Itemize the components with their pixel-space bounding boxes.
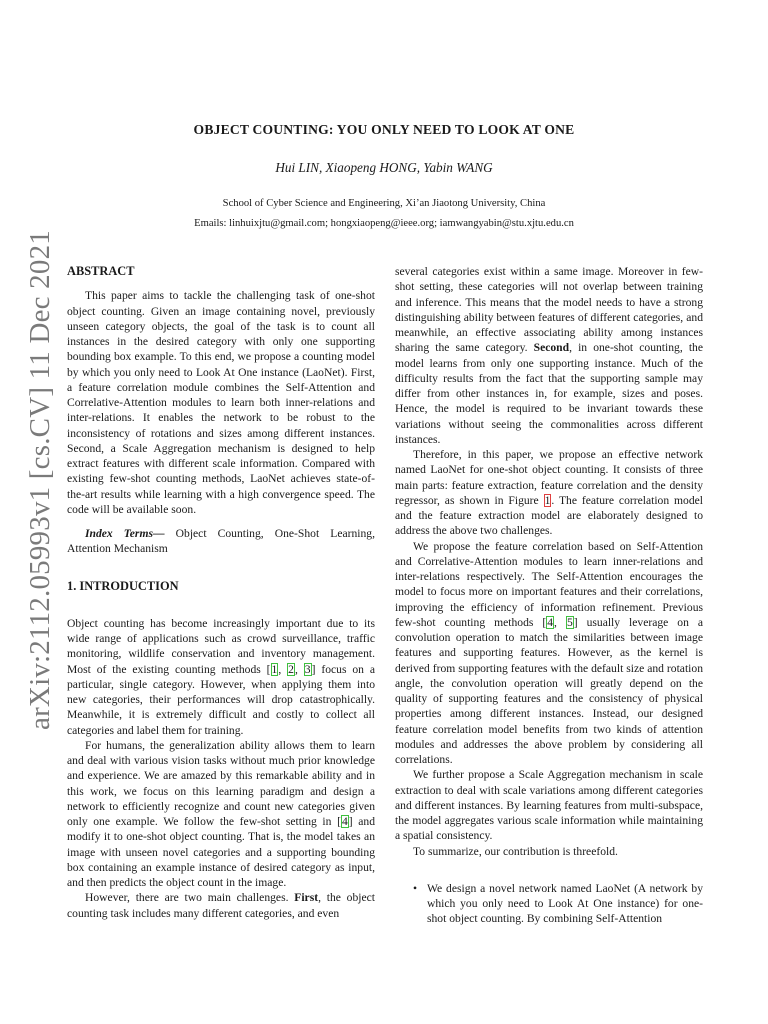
index-terms-text: Object Counting, One-Shot Learning, Attention Mechanism [67, 527, 375, 556]
contribution-bullet-1 [395, 881, 703, 927]
right-p3-text-a: We propose the feature correlation based on Self-Attention and Correlative-Attention modules to learn inner-relations and inter-relations respectively. The Self-Attention encourages the model to focus more on important features and their correlations, improving the efficiency of information refinement. Previous few-shot counting methods [395, 539, 703, 629]
figure-reference-link[interactable]: 1 [544, 493, 551, 507]
emails: Emails: linhuixjtu@gmail.com; hongxiaopeng@ieee.org; iamwangyabin@stu.xjtu.edu.cn [194, 218, 574, 229]
abstract-heading: ABSTRACT [67, 264, 135, 278]
affiliation: School of Cyber Science and Engineering, Xi’an Jiaotong University, China [222, 198, 546, 209]
citation-link[interactable]: 3 [304, 662, 311, 676]
intro-paragraph-3 [67, 890, 375, 921]
citation-link[interactable]: 4 [341, 815, 348, 828]
right-paragraph-3: We propose the feature correlation based on Self-Attention and Correlative-Attention modules to learn inner-relations and inter-relations respectively. The Self-Attention encourages the model to focus more on important features and their correlations, improving the efficiency of information refinement. Previous few-shot counting methods [4, 5] usually leverage on a convolution operation to match the similarities between image features and supporting features. However, as the kernel is derived from supporting features with the default size and rotation angle, the convolution operation will greatly depend on the quality of supporting features and the consistency of physical properties among different instances. Instead, our designed feature correlation model benefits from two kinds of attention modules and addresses the above problem by considering all correlations. [395, 539, 704, 766]
right-p2-text-b: . The feature correlation model and the feature extraction model are elaborately designed to address the above two challenges. [395, 493, 703, 538]
intro-p2-text-b: and modify it to one-shot object counting. That is, the model takes an image with unseen novel categories and a supporting bounding box containing an example instance of desired category as input, and then predicts the object count in the image. [67, 815, 375, 889]
right-p1-text-a: several categories exist within a same image. Moreover in few-shot setting, these categories will not overlap between training and inference. This means that the model needs to have a strong distinguishing ability between features of different categories, and meanwhile, an effective associating ability among instances sharing the same category. [395, 265, 703, 355]
left-column [67, 264, 375, 921]
right-paragraph-4: We further propose a Scale Aggregation mechanism in scale extraction to deal with scale variations among different categories and different instances. By learning features from multi-subspace, the model aggregates various scale information while maintaining a spatial consistency. [395, 768, 703, 843]
intro-p3-text-a: However, there are two main challenges. [85, 891, 295, 905]
right-paragraph-1 [395, 264, 703, 447]
intro-paragraph-1: Object counting has become increasingly important due to its wide range of applications such as crowd surveillance, traffic monitoring, wildlife conservation and inventory management. Most of the existing counting methods [1, 2, 3] focus on a particular, single category. However, when applying them into new categories, their performances will drop catastrophically. Meanwhile, it is extremely difficult and costly to collect all categories and label them for training. [67, 616, 376, 737]
right-column [395, 264, 703, 927]
contribution-bullet-text: We design a novel network named LaoNet (A network by which you only need to Look At One instance) for one-shot object counting. By combining Self-Attention [427, 881, 703, 926]
abstract-text: This paper aims to tackle the challenging task of one-shot object counting. Given an image containing novel, previously unseen category objects, the goal of the task is to count all instances in the desired category with only one supporting bounding box example. To this end, we propose a counting model by which you only need to Look At One instance (LaoNet). First, a feature correlation module combines the Self-Attention and Correlative-Attention modules to learn both inner-relations and inter-relations. It enables the network to be robust to the inconsistency of rotations and sizes among different instances. Second, a Scale Aggregation mechanism is designed to help extract features with different scale information. Compared with existing few-shot counting methods, LaoNet achieves state-of-the-art results while learning with a high convergence speed. The code will be available soon. [67, 289, 375, 516]
bullet-marker: • [413, 881, 418, 895]
intro-p2-text-a: For humans, the generalization ability allows them to learn and deal with various vision tasks without much prior knowledge and experience. We are amazed by this remarkable ability and in this work, we focus on this learning paradigm and design a network to efficiently recognize and count new categories given only one example. We follow the few-shot setting in [67, 738, 375, 828]
right-paragraph-2 [395, 447, 703, 539]
index-terms-label: Index Terms— [85, 527, 165, 540]
paper-title: OBJECT COUNTING: YOU ONLY NEED TO LOOK AT ONE [193, 122, 575, 137]
citation-link[interactable]: 4 [547, 615, 554, 629]
citation-link[interactable]: 2 [288, 662, 294, 676]
intro-paragraph-2: For humans, the generalization ability allows them to learn and deal with various vision tasks without much prior knowledge and experience. We are amazed by this remarkable ability and in this work, we focus on this learning paradigm and design a network to efficiently recognize and count new categories given only one example. We follow the few-shot setting in [4] and modify it to one-shot object counting. That is, the model takes an image with unseen novel categories and a supporting bounding box containing an example instance of desired category as input, and then predicts the object count in the image. [67, 738, 375, 889]
index-terms [67, 526, 375, 557]
first-emphasis: First [294, 891, 319, 905]
intro-p1-text-b: focus on a particular, single category. However, when applying them into new categories, their performances will drop catastrophically. Meanwhile, it is extremely difficult and costly to collect all categories and label them for training. [67, 662, 376, 737]
section-heading-introduction: 1. INTRODUCTION [67, 578, 179, 593]
paper-authors: Hui LIN, Xiaopeng HONG, Yabin WANG [275, 160, 493, 175]
intro-p1-text-a: Object counting has become increasingly important due to its wide range of applications such as crowd surveillance, traffic monitoring, wildlife conservation and inventory management. Most of the existing counting methods [67, 616, 375, 676]
right-p1-text-b: , in one-shot counting, the model learns from only one supporting instance. Much of the difficulty results from the fact that the supporting sample may differ from other instances in, for example, sizes and poses. Hence, the model is required to be invariant towards these variations without seeing the commonalities across different instances. [395, 341, 703, 446]
citation-link[interactable]: 1 [271, 662, 278, 676]
intro-p3-text-b: , the object counting task includes many different categories, and even [67, 891, 375, 920]
right-p3-text-b: usually leverage on a convolution operation to match the similarities between image features and supporting features. However, as the kernel is derived from supporting features with the default size and rotation angle, the convolution operation will greatly depend on the quality of supporting features and the consistency of physical properties among different instances. Instead, our designed feature correlation model benefits from two kinds of attention modules and addresses the above problem by considering all correlations. [395, 615, 704, 766]
citation-link[interactable]: 5 [566, 615, 573, 629]
second-emphasis: Second [533, 341, 570, 355]
right-paragraph-5: To summarize, our contribution is threefold. [413, 844, 618, 858]
arxiv-identifier: arXiv:2112.05993v1 [cs.CV] 11 Dec 2021 [24, 230, 56, 730]
right-p2-text-a: Therefore, in this paper, we propose an effective network named LaoNet for one-shot object counting. It consists of three main parts: feature extraction, feature correlation and the density regressor, as shown in Figure [395, 448, 703, 507]
